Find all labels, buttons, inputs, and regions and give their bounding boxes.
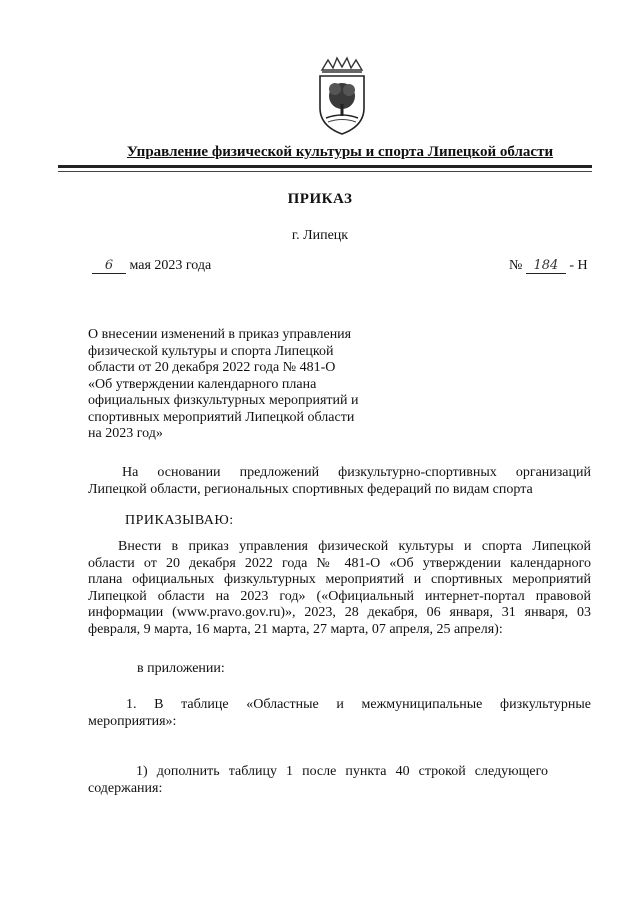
- document-city: г. Липецк: [291, 228, 349, 243]
- coat-of-arms-emblem: [316, 56, 368, 136]
- subject-line: «Об утверждении календарного плана: [88, 376, 317, 392]
- paragraph-line: Липецкой области на 2023 год» («Официальный интернет-портал правовой: [88, 588, 591, 604]
- subject-line: на 2023 год»: [88, 426, 163, 441]
- subject-line: О внесении изменений в приказ управления: [88, 327, 352, 342]
- amendment-paragraph: [88, 539, 591, 638]
- subitem-1-paragraph: [88, 764, 548, 797]
- header-divider-thick: [58, 165, 592, 168]
- document-title: ПРИКАЗ: [287, 191, 353, 207]
- item-1-paragraph: [88, 697, 591, 730]
- paragraph-line: области от 20 декабря 2022 года № 481-О «Об утверждении календарного: [88, 555, 591, 571]
- number-handwritten: 184: [526, 258, 566, 274]
- date-month-year: мая 2023 года: [129, 258, 212, 273]
- paragraph-line: На основании предложений физкультурно-спортивных организаций: [122, 465, 591, 480]
- organization-name: Управление физической культуры и спорта Липецкой области: [126, 144, 554, 160]
- appendix-heading: в приложении:: [137, 661, 225, 676]
- paragraph-line: мероприятия»:: [88, 713, 177, 729]
- paragraph-line: февраля, 9 марта, 16 марта, 21 марта, 27 марта, 07 апреля, 25 апреля):: [88, 621, 503, 637]
- header-divider-thin: [58, 171, 592, 172]
- order-subject: [88, 327, 388, 443]
- number-prefix: №: [509, 258, 523, 273]
- basis-paragraph: [88, 465, 591, 498]
- paragraph-line: информации (www.pravo.gov.ru)», 2023, 28 декабря, 06 января, 31 января, 03: [88, 605, 591, 620]
- paragraph-line: плана официальных физкультурных мероприятий и спортивных мероприятий: [88, 572, 591, 587]
- subject-line: области от 20 декабря 2022 года № 481-О: [88, 360, 336, 375]
- date-day-handwritten: 6: [92, 258, 126, 274]
- paragraph-line: Внести в приказ управления физической культуры и спорта Липецкой: [118, 539, 591, 554]
- document-number: [509, 258, 588, 274]
- paragraph-line: 1) дополнить таблицу 1 после пункта 40 строкой следующего: [136, 764, 548, 779]
- subject-line: физической культуры и спорта Липецкой: [88, 343, 334, 359]
- paragraph-line: Липецкой области, региональных спортивных федераций по видам спорта: [88, 481, 533, 497]
- order-directive: ПРИКАЗЫВАЮ:: [125, 513, 234, 528]
- subject-line: официальных физкультурных мероприятий и: [88, 393, 359, 408]
- paragraph-line: 1. В таблице «Областные и межмуниципальные физкультурные: [126, 697, 591, 712]
- number-suffix: - Н: [569, 258, 588, 273]
- paragraph-line: содержания:: [88, 780, 163, 796]
- document-date: [92, 258, 211, 274]
- subject-line: спортивных мероприятий Липецкой области: [88, 409, 355, 425]
